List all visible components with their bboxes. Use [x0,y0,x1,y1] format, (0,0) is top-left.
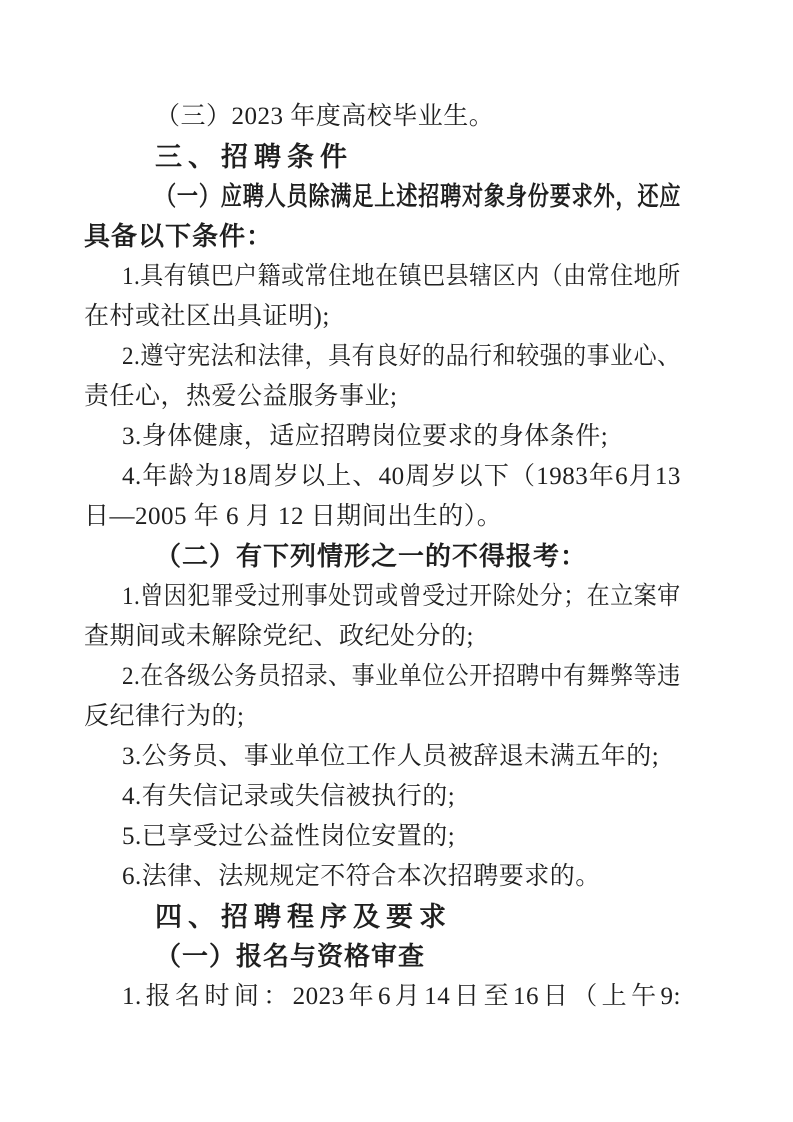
text-token: 地 [633,263,658,290]
text-token: 曾 [398,583,423,610]
text-token: （ [155,182,177,211]
text-token: ） [198,182,221,211]
text-token: 户 [234,263,258,290]
text-token: 聘 [242,182,265,211]
text-token: 在 [375,263,399,290]
text-token: 罚 [351,583,376,610]
text-token: 招 [281,663,305,690]
text-line-4: 具备以下条件： [84,222,274,251]
text-line-3 [84,177,681,217]
text-token: 公 [445,663,470,690]
text-token: 、 [328,663,352,690]
text-line-10 [84,457,681,497]
text-token: 月 [394,983,421,1010]
text-token: 过 [257,583,282,610]
text-token: 或 [281,263,305,290]
text-token: 招 [492,663,517,690]
text-token: 法 [257,343,282,370]
text-token: 较 [516,343,540,370]
text-line-18: 4.有失信记录或失信被执行的; [122,783,456,810]
text-token: 6 [377,983,391,1010]
text-token: 好 [398,343,423,370]
text-token: 县 [445,263,470,290]
text-token: 位 [422,663,446,690]
text-token: 立 [610,583,634,610]
text-token: 、 [657,343,681,370]
text-token: 事 [351,663,376,690]
text-token: 录 [304,663,329,690]
text-token: 16 [512,983,539,1010]
text-token: 籍 [257,263,282,290]
text-token: 遵 [140,343,164,370]
text-token: 外 [593,182,616,211]
text-token: 处 [328,583,352,610]
text-token: 业 [375,663,399,690]
text-token: 要 [549,182,572,211]
text-token: 有 [563,663,587,690]
text-token: ； [563,583,587,610]
text-token: 龄 [168,463,195,490]
text-token: 还 [637,182,660,211]
text-token: 的 [563,343,587,370]
document-content [84,97,681,1017]
text-line-15 [84,657,681,697]
text-token: 应 [659,182,682,211]
text-token: 案 [633,583,658,610]
text-token: 强 [539,343,564,370]
text-token: （ [510,463,536,490]
text-token: 年 [142,463,168,490]
text-token: 有 [163,263,188,290]
text-token: 开 [469,583,493,610]
text-token: 处 [516,583,540,610]
text-token: 对 [462,182,484,211]
text-token: 日 [542,983,569,1010]
text-token: 由 [563,263,587,290]
text-token: 宪 [187,343,211,370]
text-token: 间 [233,983,260,1010]
text-line-21: 四、招聘程序及要求 [155,902,452,932]
text-token: 聘 [516,663,540,690]
text-line-8: 责任心，热爱公益服务事业; [84,383,398,410]
text-token: （ [539,263,564,290]
text-token: 守 [163,343,188,370]
text-token: 人 [264,182,287,211]
text-token: 因 [163,583,188,610]
text-token: 业 [610,343,634,370]
text-token: 罪 [210,583,235,610]
text-token: （ [572,983,598,1010]
text-token: 巴 [422,263,446,290]
text-token: 等 [633,663,658,690]
text-token: 镇 [398,263,423,290]
text-token: 2. [122,343,141,370]
text-token: 公 [210,663,235,690]
text-token: 下 [483,463,510,490]
text-token: 岁 [431,463,457,490]
text-token: 以 [457,463,484,490]
text-token: 聘 [440,182,463,211]
text-token: 开 [469,663,493,690]
text-token: 至 [483,983,510,1010]
text-line-11: 日—2005 年 6 月 12 日期间出生的）。 [84,503,503,530]
text-token: 招 [418,182,441,211]
text-token: 为 [194,463,221,490]
text-token: 律 [281,343,305,370]
text-token: 过 [445,583,470,610]
text-token: 在 [140,663,164,690]
text-token: 上 [326,463,352,490]
text-token: 和 [492,343,517,370]
text-token: 区 [492,263,517,290]
text-token: 午 [631,983,657,1010]
text-token: 和 [234,343,258,370]
text-token: 有 [351,343,376,370]
text-token: 或 [375,583,399,610]
text-token: 弊 [610,663,634,690]
text-line-12: （二）有下列情形之一的不得报考： [155,542,588,571]
text-line-23 [84,977,681,1017]
text-token: 内 [516,263,540,290]
text-token: 满 [330,182,353,211]
text-line-7 [84,337,681,377]
text-line-13 [84,577,681,617]
text-token: 常 [304,263,329,290]
text-token: 单 [398,663,423,690]
text-token: 行 [469,343,493,370]
text-token: 除 [492,583,517,610]
text-token: 住 [328,263,352,290]
text-token: 份 [527,182,550,211]
text-token: 年 [588,463,615,490]
text-token: ， [615,182,638,211]
text-token: 除 [308,182,331,211]
text-token: 、 [352,463,378,490]
text-token: 常 [586,263,611,290]
text-token: 象 [483,182,506,211]
text-token: 上 [601,983,628,1010]
text-token: 事 [304,583,329,610]
text-line-19: 5.已享受过公益性岗位安置的; [122,823,456,850]
text-token: 述 [396,182,419,211]
text-token: 具 [140,263,164,290]
text-token: 舞 [586,663,611,690]
text-line-2: 三、招聘条件 [155,142,353,172]
text-line-6: 在村或社区出具证明); [84,303,330,330]
text-token: 时 [204,983,230,1010]
text-token: 月 [628,463,655,490]
text-line-9: 3.身体健康，适应招聘岗位要求的身体条件; [122,423,609,450]
text-token: 中 [539,663,564,690]
text-token: 巴 [210,263,235,290]
text-token: ： [263,983,289,1010]
text-token: 员 [257,663,282,690]
text-token: 2. [122,663,141,690]
text-token: 名 [175,983,201,1010]
text-token: 曾 [140,583,164,610]
text-token: 1. [122,263,141,290]
text-token: 应 [220,182,243,211]
text-line-22: （一）报名与资格审查 [155,942,426,971]
text-token: 2023 [292,983,345,1010]
text-token: ， [304,343,329,370]
text-token: 1. [122,983,142,1010]
text-token: 法 [210,343,235,370]
text-token: 13 [654,463,681,490]
text-token: 以 [300,463,326,490]
text-token: 心 [633,343,658,370]
text-token: 报 [145,983,172,1010]
text-token: 的 [422,343,446,370]
text-token: 犯 [187,583,211,610]
text-token: 一 [176,182,199,211]
text-token: 周 [247,463,274,490]
text-token: 1983 [536,463,589,490]
text-token: 刑 [281,583,305,610]
text-token: 求 [571,182,594,211]
text-line-20: 6.法律、法规规定不符合本次招聘要求的。 [122,863,601,890]
text-token: 员 [286,182,309,211]
text-token: 各 [163,663,188,690]
text-token: 受 [422,583,446,610]
text-token: 年 [348,983,375,1010]
text-token: 地 [351,263,376,290]
text-token: 品 [445,343,470,370]
text-token: 所 [657,263,681,290]
text-token: 住 [610,263,634,290]
text-line-16: 反纪律行为的; [84,703,245,730]
text-token: 上 [374,182,397,211]
text-line-14: 查期间或未解除党纪、政纪处分的; [84,623,474,650]
text-token: 分 [539,583,564,610]
text-token: 40 [378,463,405,490]
text-line-1: （三）2023 年度高校毕业生。 [155,103,495,130]
text-token: 岁 [273,463,300,490]
text-token: 级 [187,663,211,690]
text-token: 违 [657,663,681,690]
text-token: 1. [122,583,141,610]
text-line-5 [84,257,681,297]
text-token: 事 [586,343,611,370]
text-token: 审 [657,583,681,610]
text-token: 周 [405,463,431,490]
text-token: 18 [220,463,247,490]
text-token: 务 [234,663,258,690]
text-token: 身 [505,182,528,211]
text-line-17: 3.公务员、事业单位工作人员被辞退未满五年的; [122,743,660,770]
text-token: 9: [660,983,681,1010]
text-token: 6 [615,463,629,490]
text-token: 足 [352,182,375,211]
text-token: 良 [375,343,399,370]
text-token: 受 [234,583,258,610]
text-token: 14 [424,983,451,1010]
text-token: 在 [586,583,611,610]
text-token: 镇 [187,263,211,290]
text-token: 日 [454,983,480,1010]
text-token: 4. [122,463,142,490]
text-token: 具 [328,343,352,370]
text-token: 辖 [469,263,493,290]
